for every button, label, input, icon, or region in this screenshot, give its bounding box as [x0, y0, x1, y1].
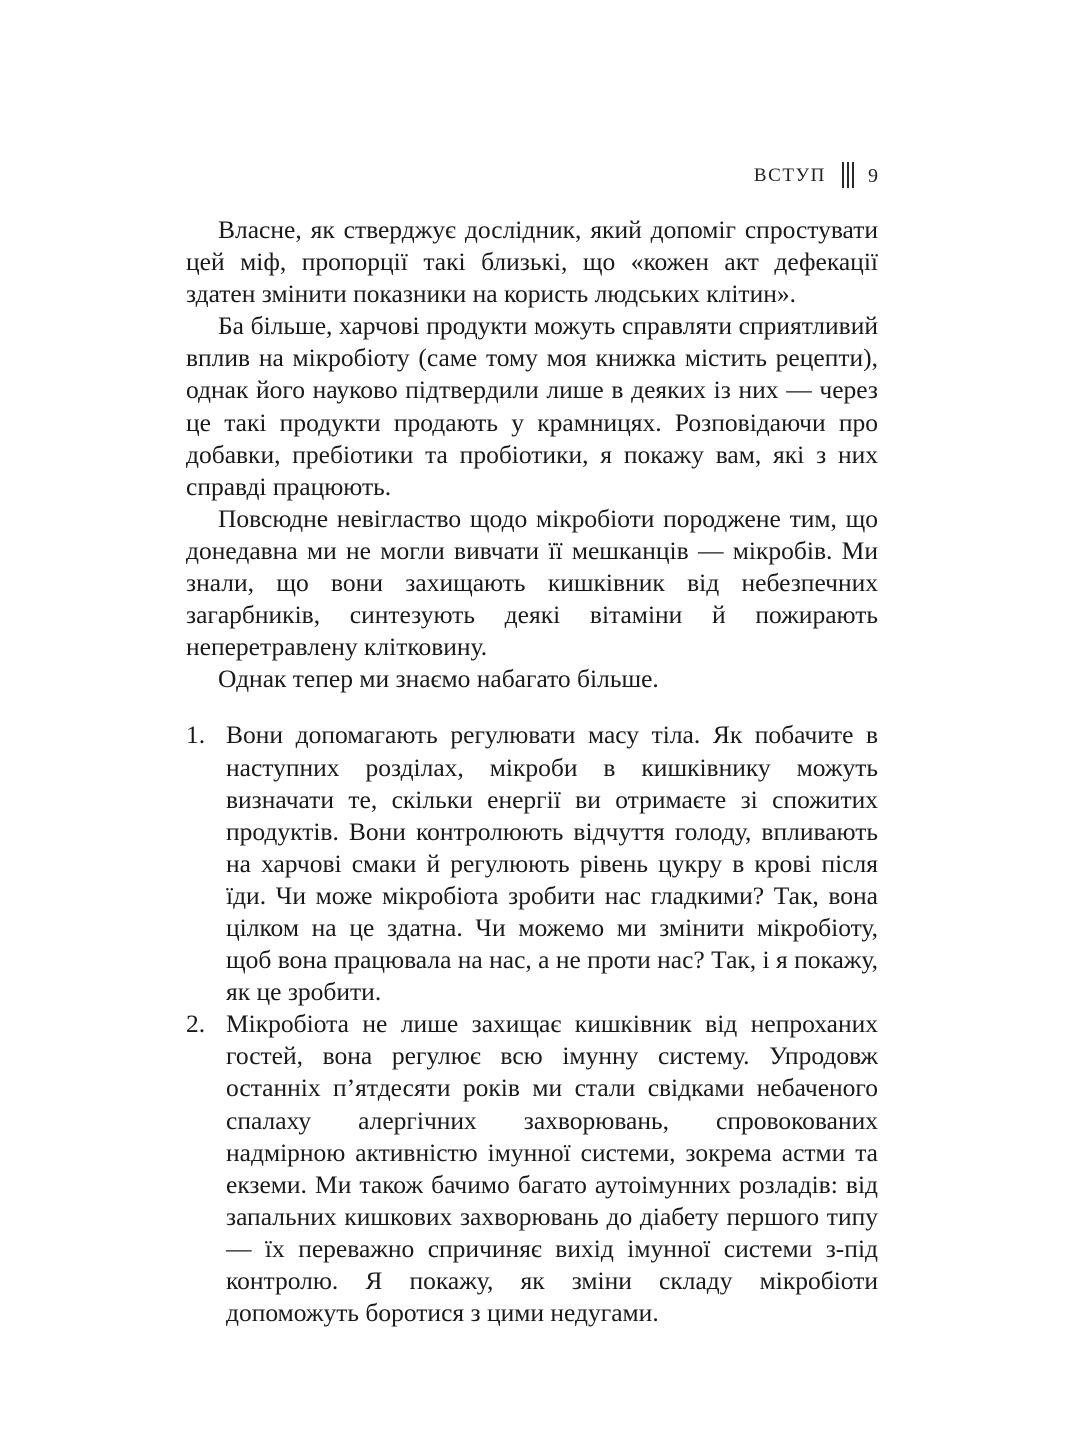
- paragraph: Ба більше, харчові продукти можуть справляти сприятливий вплив на мікробіоту (саме тому моя книжка містить рецепти), однак його науково підтвердили лише в деяких із них — через це такі продукти продають у крамницях. Розповідаючи про добавки, пребіотики та пробіотики, я покажу вам, які з них справді працюють.: [186, 311, 878, 501]
- list-item-marker: 1.: [186, 720, 206, 750]
- body-text-column: [186, 214, 878, 1329]
- paragraph: Власне, як стверджує дослідник, який допоміг спростувати цей міф, пропорції такі близькі, що «кожен акт дефекації здатен змінити показники на користь людських клітин».: [186, 215, 878, 309]
- numbered-list: [186, 719, 878, 1329]
- running-header-chapter-name: ВСТУП: [753, 165, 826, 186]
- running-header: [0, 163, 878, 189]
- page-number: 9: [868, 164, 878, 187]
- paragraph: Однак тепер ми знаємо набагато більше.: [218, 664, 659, 694]
- paragraph: Повсюдне невігластво щодо мікробіоти породжене тим, що донедавна ми не могли вивчати її мешканців — мікробів. Ми знали, що вони захищають кишківник від небезпечних загарбників, синтезують деякі вітаміни й пожирають неперетравлену клітковину.: [186, 503, 878, 662]
- list-item-text: Мікробіота не лише захищає кишківник від непроханих гостей, вона регулює всю імунну систему. Упродовж останніх п’ятдесяти років ми стали свідками небаченого спалаху алергічних захворювань, спровокованих надмірною активністю імунної системи, зокрема астми та екземи. Ми також бачимо багато аутоімунних розладів: від запальних кишкових захворювань до діабету першого типу — їх переважно спричиняє вихід імунної системи з-під контролю. Я покажу, як зміни складу мікробіоти допоможуть боротися з цими недугами.: [226, 1009, 878, 1328]
- list-item: [186, 1008, 878, 1329]
- list-item: [186, 719, 878, 1008]
- triple-bar-rule-icon: [842, 162, 854, 188]
- list-item-text: Вони допомагають регулювати масу тіла. Як побачите в наступних розділах, мікроби в кишківнику можуть визначати те, скільки енергії ви отримаєте зі спожитих продуктів. Вони контролюють відчуття голоду, впливають на харчові смаки й регулюють рівень цукру в крові після їди. Чи може мікробіота зробити нас гладкими? Так, вона цілком на це здатна. Чи можемо ми змінити мікробіоту, щоб вона працювала на нас, а не проти нас? Так, і я покажу, як це зробити.: [226, 720, 878, 1007]
- list-item-marker: 2.: [186, 1009, 206, 1039]
